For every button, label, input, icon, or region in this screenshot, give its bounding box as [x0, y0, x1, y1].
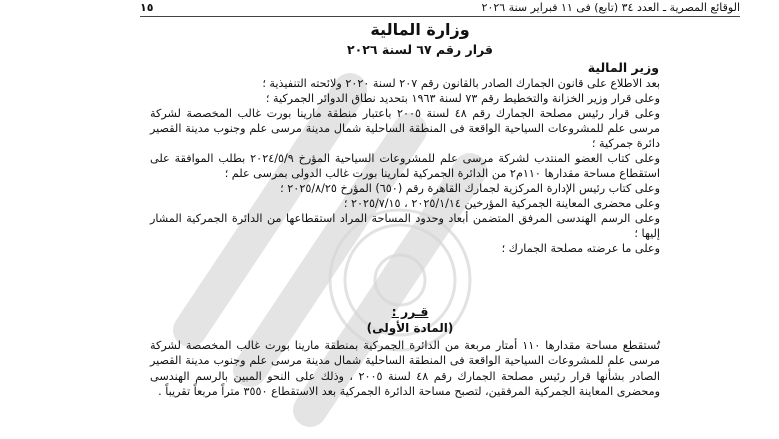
article-text: تُستقطع مساحة مقدارها ١١٠ أمتار مربعة من الدائرة الجمركية بمنطقة مارينا بورت غالب المخصصة لشركة مرسى علم للمشروعات السياحية الواقعة فى المنطقة الساحلية شمال مدينة مرسى علم وجنوب مدينة القصير الصادر بشأنها قرار رئيس مصلحة الجمارك رقم ٤٨ لسنة ٢٠٠٥ ، وذلك على النحو المبين بالرسم الهندسى ومحضرى المعاينة الجمركية المرفقين، لتصبح مساحة الدائرة الجمركية بعد الاستقطاع ٣٥٥٠ متراً مربعاً تقريباً .	[150, 339, 660, 399]
header-text: الوقائع المصرية ـ العدد ٣٤ (تابع) فى ١١ فبراير سنة ٢٠٢٦	[481, 0, 740, 14]
preamble	[150, 76, 660, 256]
page-number: ١٥	[140, 0, 154, 14]
decree-title: قرار رقم ٦٧ لسنة ٢٠٢٦	[347, 42, 493, 57]
preamble-paragraph: وعلى ما عرضته مصلحة الجمارك ؛	[501, 242, 660, 255]
preamble-paragraph: وعلى قرار رئيس مصلحة الجمارك رقم ٤٨ لسنة ٢٠٠٥ باعتبار منطقة مارينا بورت غالب المخصصة لشركة مرسى علم للمشروعات السياحية الواقعة فى المنطقة الساحلية شمال مدينة مرسى علم وجنوب مدينة القصير دائرة جمركية ؛	[150, 107, 660, 150]
ministry-title: وزارة المالية	[370, 20, 470, 39]
page-header	[140, 0, 740, 17]
minister-heading: وزير المالية	[587, 60, 659, 75]
preamble-paragraph: وعلى كتاب العضو المنتدب لشركة مرسى علم للمشروعات السياحية المؤرخ ٢٠٢٤/٥/٩ بطلب الموافقة على استقطاع مساحة مقدارها ١١٠م٢ من الدائرة الجمركية لمارينا بورت غالب الدولى بمرسى علم ؛	[150, 152, 660, 180]
article-title: (المادة الأولى)	[366, 321, 454, 335]
decided-heading: قـرر :	[391, 304, 429, 319]
preamble-paragraph: بعد الاطلاع على قانون الجمارك الصادر بالقانون رقم ٢٠٧ لسنة ٢٠٢٠ ولائحته التنفيذية ؛	[262, 77, 660, 90]
preamble-paragraph: وعلى الرسم الهندسى المرفق المتضمن أبعاد وحدود المساحة المراد استقطاعها من الدائرة الجمركية المشار إليها ؛	[150, 212, 660, 240]
preamble-paragraph: وعلى محضرى المعاينة الجمركية المؤرخين ٢٠٢٥/١/١٤ ، ٢٠٢٥/٧/١٥ ؛	[343, 197, 660, 210]
preamble-paragraph: وعلى كتاب رئيس الإدارة المركزية لجمارك القاهرة رقم (٦٥٠) المؤرخ ٢٠٢٥/٨/٢٥ ؛	[280, 182, 660, 195]
preamble-paragraph: وعلى قرار وزير الخزانة والتخطيط رقم ٧٣ لسنة ١٩٦٣ بتحديد نطاق الدوائر الجمركية ؛	[265, 92, 660, 105]
